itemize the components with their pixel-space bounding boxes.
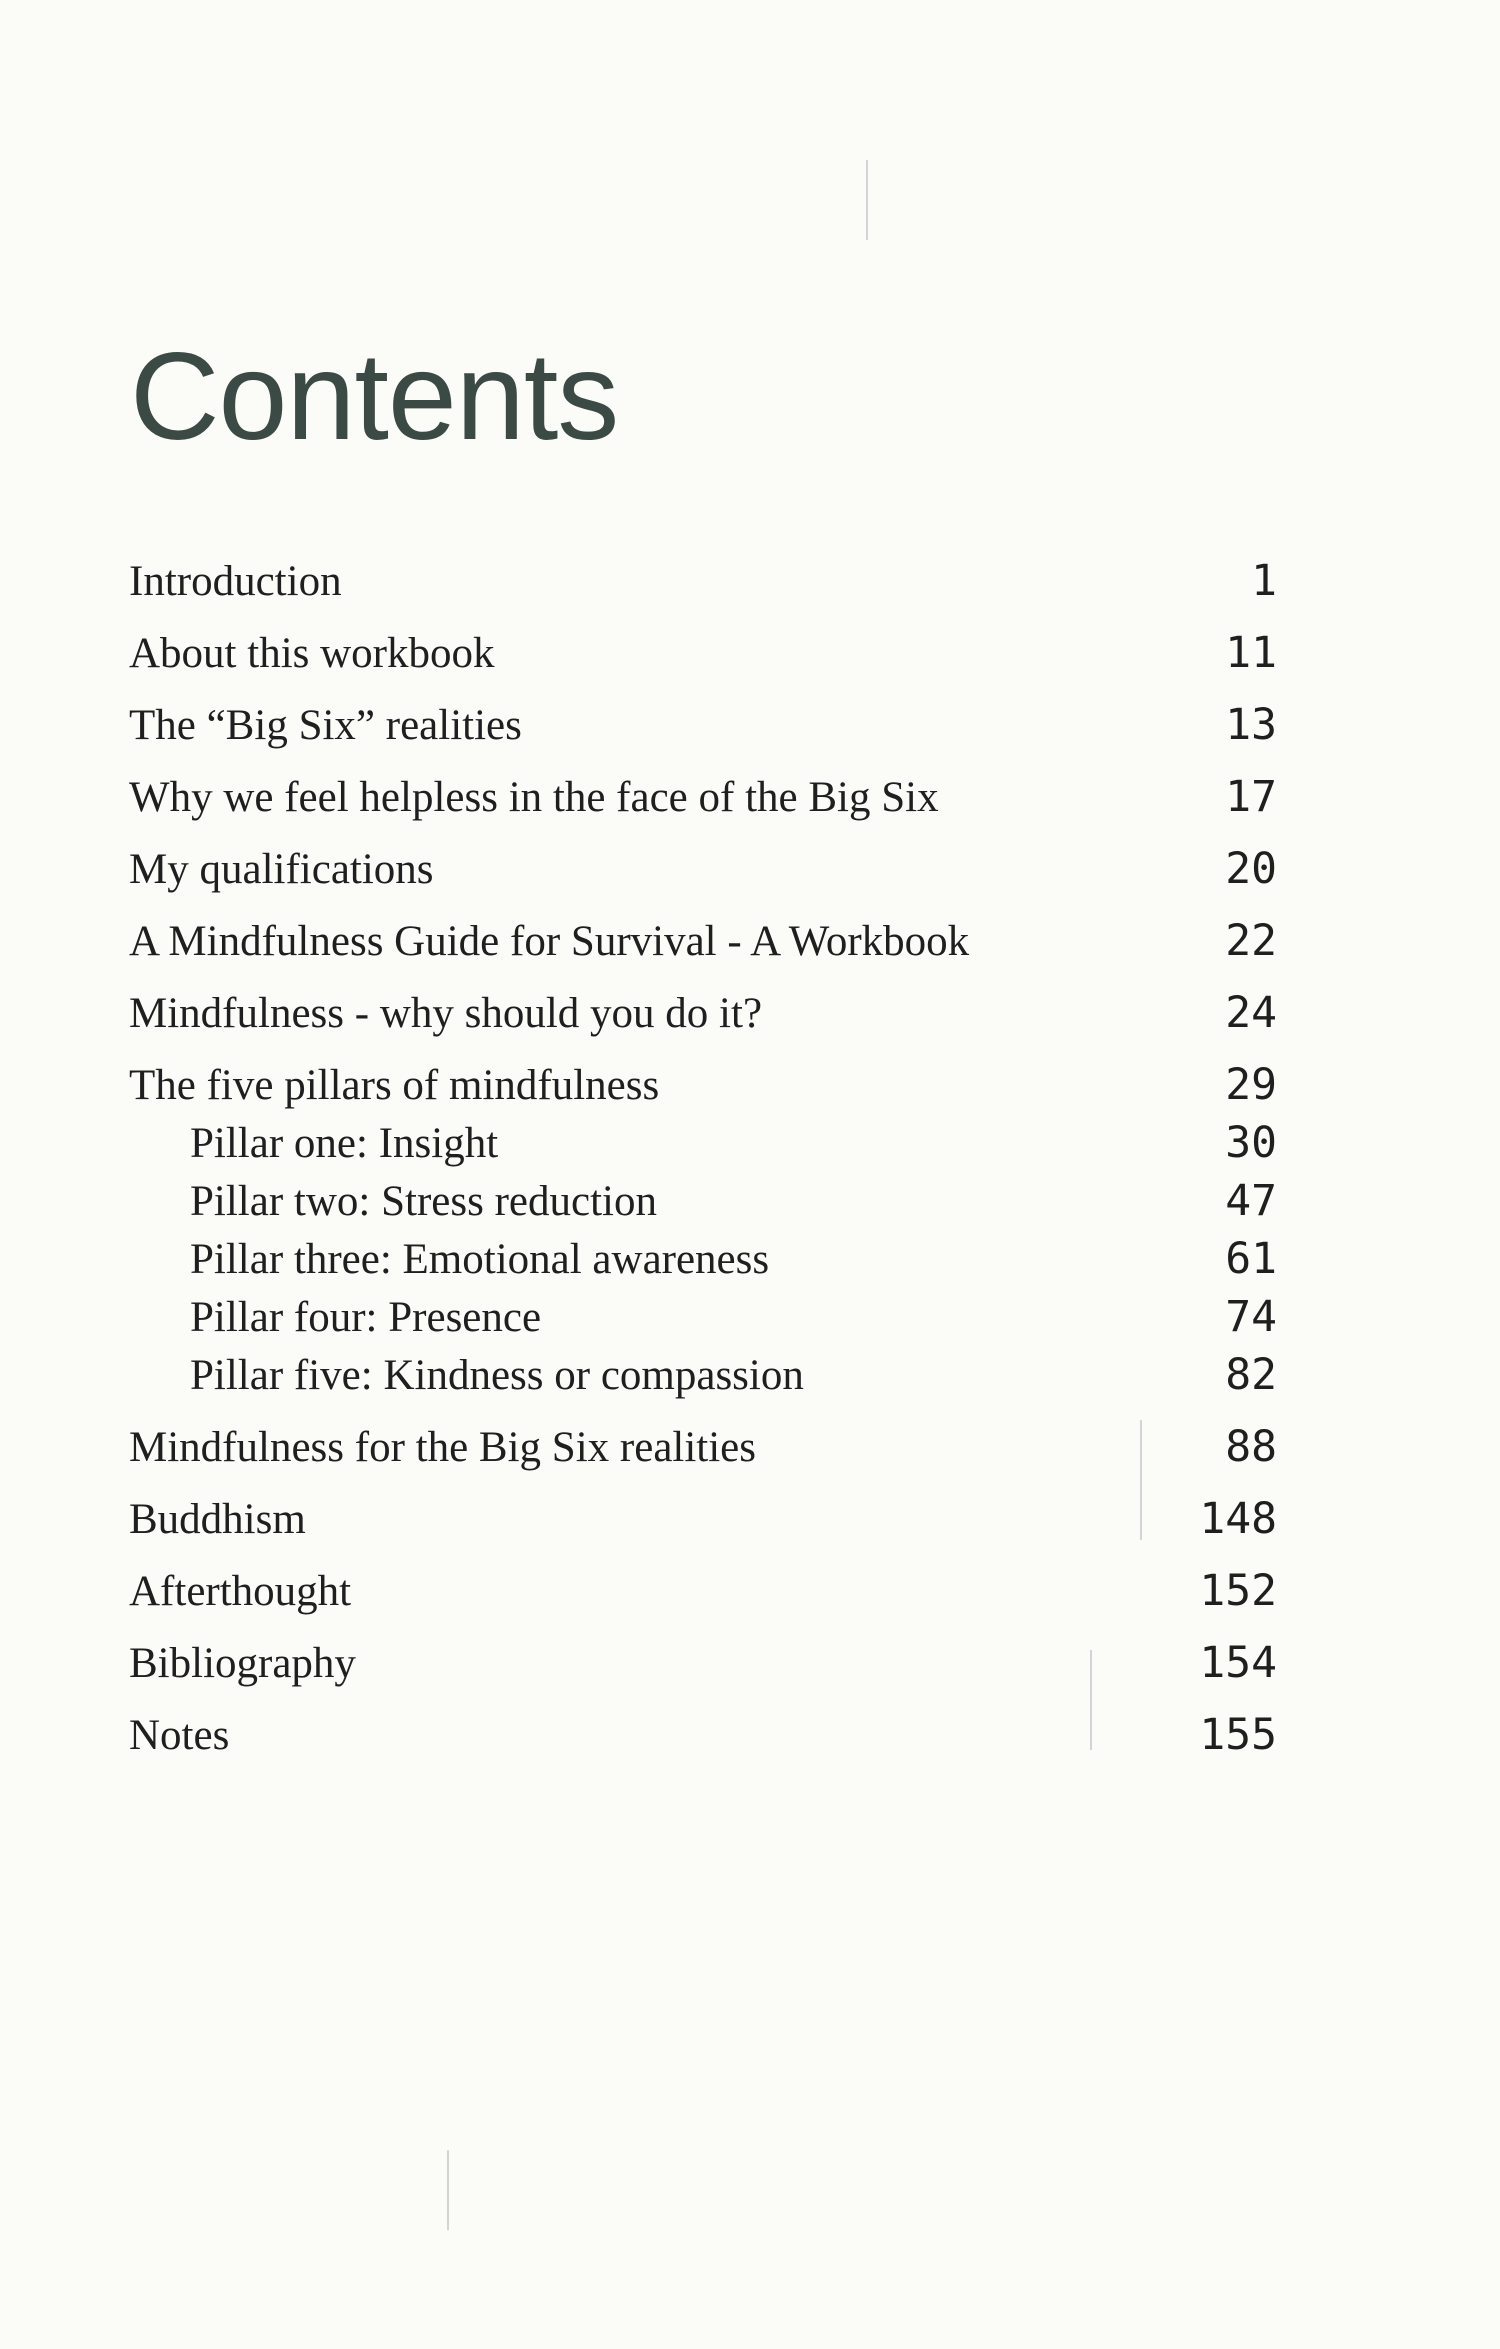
toc-entry-label: A Mindfulness Guide for Survival - A Workbook [129, 918, 970, 965]
toc-subentry [190, 1176, 1277, 1234]
toc-entry-page: 88 [1225, 1422, 1277, 1472]
toc-entry-page: 17 [1225, 772, 1277, 822]
toc-entry [129, 1710, 1277, 1768]
toc-entry [129, 556, 1277, 614]
toc-entry-label: The five pillars of mindfulness [129, 1062, 660, 1109]
toc-entry-page: 74 [1225, 1292, 1277, 1342]
toc-entry-label: Buddhism [129, 1496, 306, 1543]
toc-subentry [190, 1292, 1277, 1350]
toc-entry [129, 988, 1277, 1046]
toc-entry-page: 82 [1225, 1350, 1277, 1400]
toc-entry-page: 155 [1199, 1710, 1277, 1760]
toc-entry [129, 844, 1277, 902]
toc-entry [129, 772, 1277, 830]
toc-entry-label: Why we feel helpless in the face of the Big Six [129, 774, 939, 821]
toc-entry-label: Pillar two: Stress reduction [190, 1178, 657, 1225]
toc-entry [129, 916, 1277, 974]
toc-entry [129, 1494, 1277, 1552]
toc-entry-page: 47 [1225, 1176, 1277, 1226]
toc-entry-label: About this workbook [129, 630, 495, 677]
toc-entry-label: Pillar one: Insight [190, 1120, 499, 1167]
scan-mark [447, 2150, 449, 2230]
toc-entry-label: Afterthought [129, 1568, 352, 1615]
toc-entry-label: Notes [129, 1712, 230, 1759]
toc-entry-label: Pillar four: Presence [190, 1294, 542, 1341]
toc-entry-label: My qualifications [129, 846, 434, 893]
toc-entry-label: Introduction [129, 558, 342, 605]
toc-entry-page: 13 [1225, 700, 1277, 750]
scan-mark [866, 160, 868, 240]
page-title: Contents [130, 328, 619, 466]
scan-mark [1140, 1420, 1142, 1540]
toc-entry-label: Bibliography [129, 1640, 356, 1687]
toc-entry-page: 11 [1225, 628, 1277, 678]
toc-entry-label: Pillar three: Emotional awareness [190, 1236, 770, 1283]
toc-entry-label: Mindfulness for the Big Six realities [129, 1424, 757, 1471]
toc-entry-page: 152 [1199, 1566, 1277, 1616]
toc-entry [129, 1566, 1277, 1624]
toc-entry-label: The “Big Six” realities [129, 702, 522, 749]
toc-entry-label: Mindfulness - why should you do it? [129, 990, 763, 1037]
toc-subentry [190, 1118, 1277, 1176]
toc-entry [129, 1638, 1277, 1696]
toc-subentry [190, 1234, 1277, 1292]
toc-entry [129, 628, 1277, 686]
toc-subentry [190, 1350, 1277, 1408]
toc-entry-label: Pillar five: Kindness or compassion [190, 1352, 804, 1399]
scan-mark [1090, 1650, 1092, 1750]
toc-entry-page: 30 [1225, 1118, 1277, 1168]
toc-entry [129, 700, 1277, 758]
toc-entry [129, 1060, 1277, 1118]
toc-entry-page: 154 [1199, 1638, 1277, 1688]
toc-entry-page: 20 [1225, 844, 1277, 894]
toc-entry [129, 1422, 1277, 1480]
toc-entry-page: 24 [1225, 988, 1277, 1038]
toc-entry-page: 1 [1251, 556, 1277, 606]
toc-entry-page: 148 [1199, 1494, 1277, 1544]
toc-entry-page: 22 [1225, 916, 1277, 966]
toc-entry-page: 61 [1225, 1234, 1277, 1284]
toc-entry-page: 29 [1225, 1060, 1277, 1110]
